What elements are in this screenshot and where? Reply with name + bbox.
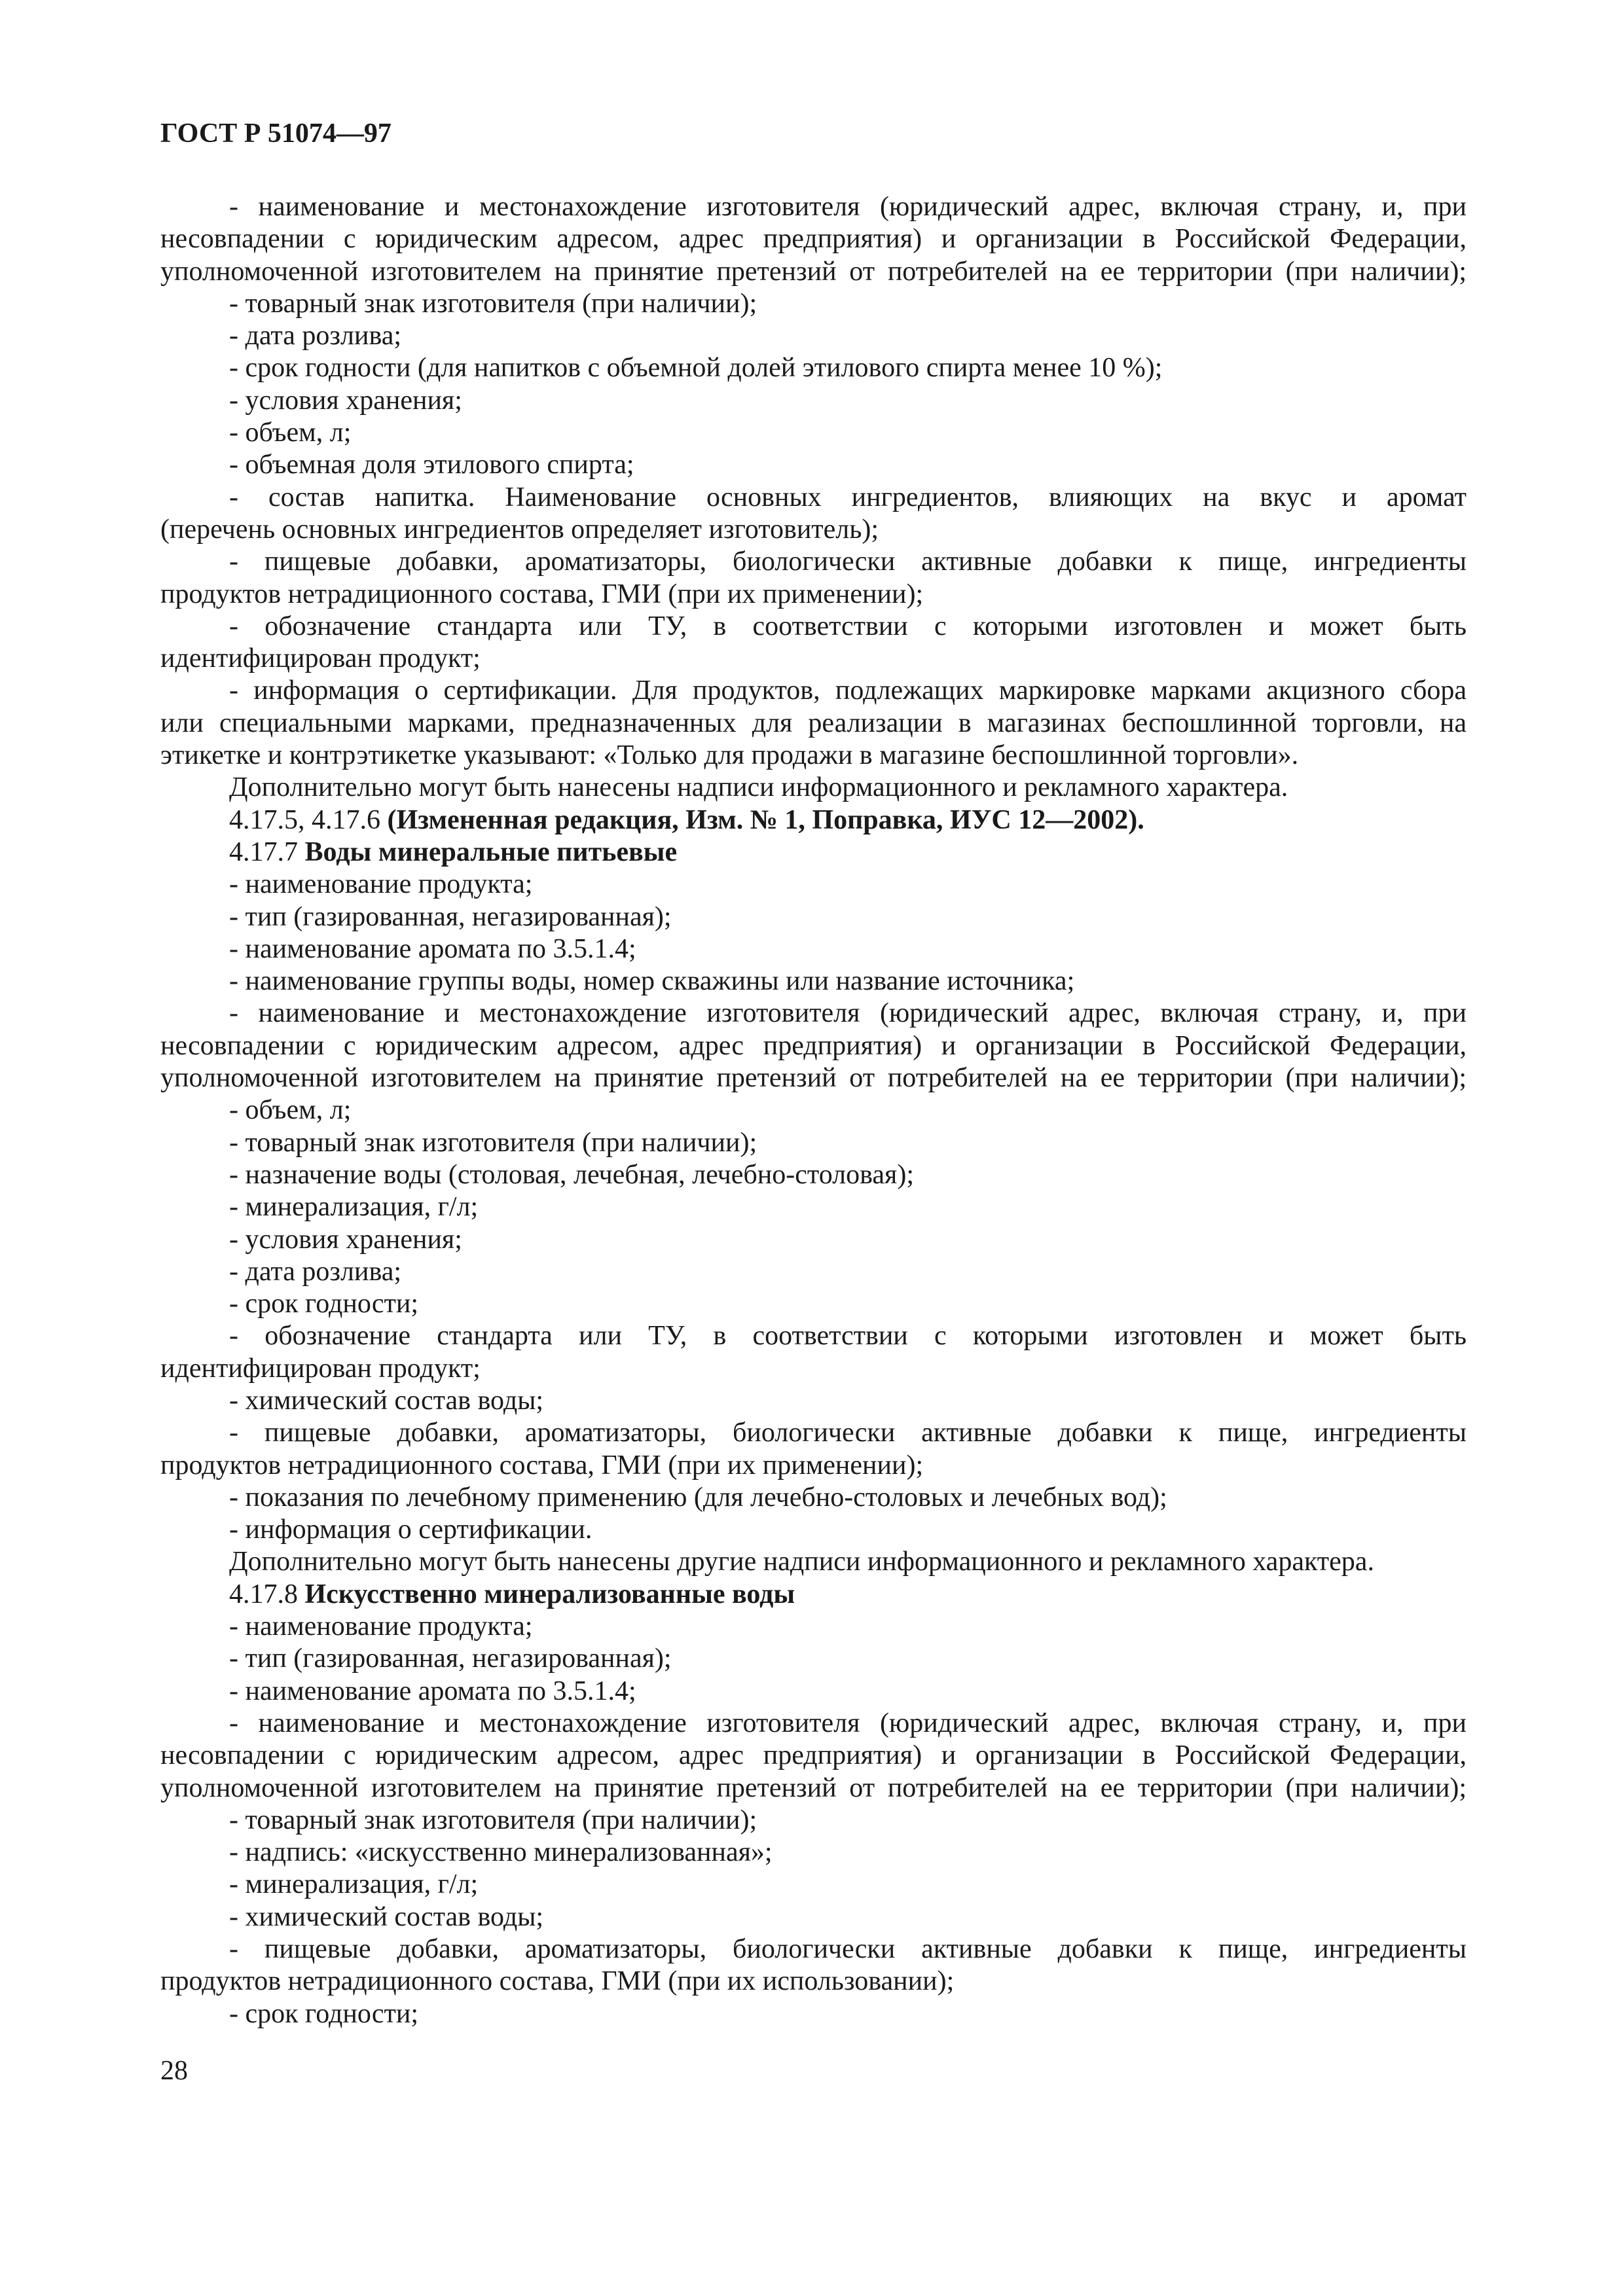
clause-number: 4.17.5, 4.17.6 [229,804,388,835]
text-line: - дата розлива; [229,1256,402,1287]
text-line: или специальными марками, предназначенных для реализации в магазинах беспошлинной торговли, на [160,708,1467,738]
text-line: - тип (газированная, негазированная); [229,901,672,932]
section-title: Искусственно минерализованные воды [304,1579,795,1609]
text-line: - информация о сертификации. Для продуктов, подлежащих маркировке марками акцизного сбора [229,675,1467,706]
text-line: - состав напитка. Наименование основных ингредиентов, влияющих на вкус и аромат [229,482,1467,512]
text-line: несовпадении с юридическим адресом, адрес предприятия) и организации в Российской Федерации, [160,224,1467,255]
text-line: продуктов нетрадиционного состава, ГМИ (при их использовании); [160,1966,955,1997]
text-line: - дата розлива; [229,321,402,351]
clause-number: 4.17.8 [229,1579,305,1609]
text-line: уполномоченной изготовителем на принятие претензий от потребителей на ее территории (при наличии); [160,1063,1467,1094]
text-line: продуктов нетрадиционного состава, ГМИ (при их применении); [160,1450,924,1480]
text-line: идентифицирован продукт; [160,1353,481,1384]
text-line: - условия хранения; [229,385,462,416]
section-heading-line [160,1579,1467,1611]
text-line: - срок годности; [229,1289,419,1319]
section-heading-line [160,836,1467,869]
text-line: - наименование и местонахождение изготовителя (юридический адрес, включая страну, и, при [229,192,1467,222]
text-line: - наименование группы воды, номер скважины или название источника; [229,966,1075,997]
text-line: - тип (газированная, негазированная); [229,1643,672,1674]
text-line: несовпадении с юридическим адресом, адрес предприятия) и организации в Российской Федерации, [160,1030,1467,1061]
text-line: - срок годности (для напитков с объемной долей этилового спирта менее 10 %); [229,353,1163,384]
text-line: уполномоченной изготовителем на принятие претензий от потребителей на ее территории (при наличии); [160,1772,1467,1803]
text-line: - объемная доля этилового спирта; [229,450,634,480]
text-line: этикетке и контрэтикетке указывают: «Только для продажи в магазине беспошлинной торговли». [160,740,1299,771]
clause-number: 4.17.7 [229,836,305,867]
amendment-note: (Измененная редакция, Изм. № 1, Поправка, ИУС 12—2002). [387,804,1144,835]
section-amendment-line [160,804,1467,836]
text-line: - товарный знак изготовителя (при наличии); [229,1804,757,1835]
text-line: - химический состав воды; [229,1901,544,1932]
text-line: - пищевые добавки, ароматизаторы, биологически активные добавки к пище, ингредиенты [229,547,1467,577]
text-line: - срок годности; [229,1998,419,2029]
text-line: - наименование продукта; [229,869,533,900]
text-line: - минерализация, г/л; [229,1869,479,1900]
text-line: - наименование продукта; [229,1611,533,1642]
page-number: 28 [160,2056,188,2086]
text-line: - показания по лечебному применению (для лечебно-столовых и лечебных вод); [229,1482,1167,1513]
text-line: идентифицирован продукт; [160,643,481,674]
text-line: - обозначение стандарта или ТУ, в соответствии с которыми изготовлен и может быть [229,1321,1467,1352]
text-line: продуктов нетрадиционного состава, ГМИ (при их применении); [160,579,924,609]
text-line: - пищевые добавки, ароматизаторы, биологически активные добавки к пище, ингредиенты [229,1934,1467,1965]
text-line: - наименование аромата по 3.5.1.4; [229,933,636,964]
text-line: - пищевые добавки, ароматизаторы, биологически активные добавки к пище, ингредиенты [229,1418,1467,1448]
text-line: - наименование аромата по 3.5.1.4; [229,1676,636,1706]
section-title: Воды минеральные питьевые [304,836,678,867]
text-line: - назначение воды (столовая, лечебная, лечебно-столовая); [229,1159,915,1190]
text-line: - информация о сертификации. [229,1515,593,1545]
text-line: Дополнительно могут быть нанесены надписи информационного и рекламного характера. [229,772,1288,803]
text-line: - товарный знак изготовителя (при наличии); [229,288,757,319]
text-line: - объем, л; [229,1095,352,1126]
document-body [160,191,1467,2030]
text-line: - минерализация, г/л; [229,1192,479,1223]
text-line: - надпись: «искусственно минерализованная»; [229,1837,773,1868]
text-line: - обозначение стандарта или ТУ, в соответствии с которыми изготовлен и может быть [229,611,1467,641]
text-line: - объем, л; [229,418,352,448]
document-header: ГОСТ Р 51074—97 [160,118,392,149]
text-line: - наименование и местонахождение изготовителя (юридический адрес, включая страну, и, при [229,998,1467,1029]
text-line: - условия хранения; [229,1224,462,1255]
text-line: уполномоченной изготовителем на принятие претензий от потребителей на ее территории (при наличии); [160,256,1467,287]
text-line: (перечень основных ингредиентов определяет изготовитель); [160,514,879,545]
text-line: несовпадении с юридическим адресом, адрес предприятия) и организации в Российской Федерации, [160,1740,1467,1771]
text-line: - химический состав воды; [229,1385,544,1416]
text-line: - наименование и местонахождение изготовителя (юридический адрес, включая страну, и, при [229,1708,1467,1738]
text-line: Дополнительно могут быть нанесены другие надписи информационного и рекламного характера. [229,1547,1374,1577]
text-line: - товарный знак изготовителя (при наличии); [229,1127,757,1158]
